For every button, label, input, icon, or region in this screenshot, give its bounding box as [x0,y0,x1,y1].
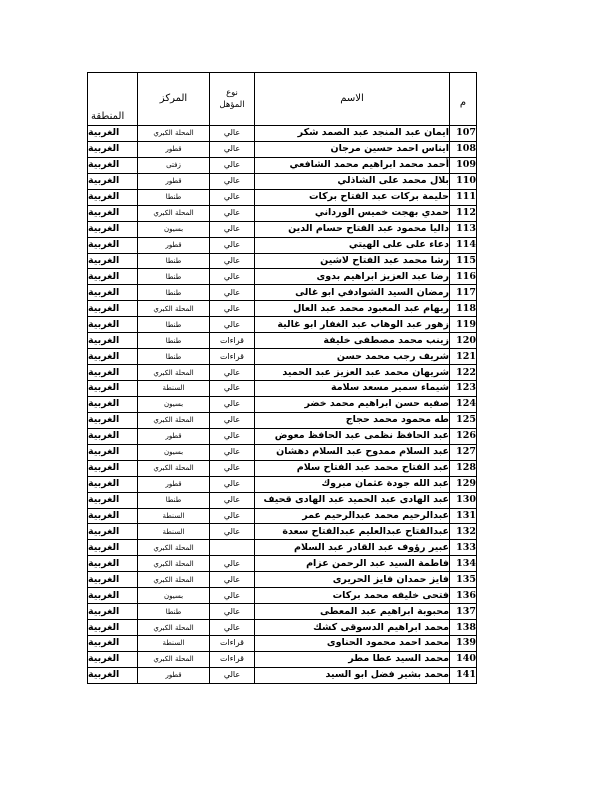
center-cell: قطور [138,141,210,157]
center-cell: طنطا [138,189,210,205]
number-cell: 125 [450,412,477,428]
number-cell: 135 [450,572,477,588]
region-cell: الغربية [88,476,138,492]
center-cell: قطور [138,428,210,444]
center-cell: زفتى [138,157,210,173]
region-cell: الغربية [88,460,138,476]
center-cell: طنطا [138,285,210,301]
qualification-cell: عالي [210,396,255,412]
table-row [88,636,477,652]
table-row [88,604,477,620]
region-cell: الغربية [88,221,138,237]
number-cell: 139 [450,636,477,652]
table-row [88,396,477,412]
name-cell: عبد الله جودة عثمان مبروك [255,476,450,492]
region-cell: الغربية [88,572,138,588]
qualification-cell: قراءات [210,636,255,652]
table-row [88,524,477,540]
number-cell: 134 [450,556,477,572]
number-cell: 136 [450,588,477,604]
number-cell: 114 [450,237,477,253]
region-cell: الغربية [88,237,138,253]
table-row [88,620,477,636]
region-cell: الغربية [88,636,138,652]
name-cell: محمد ابراهيم الدسوقى كشك [255,620,450,636]
center-cell: طنطا [138,604,210,620]
name-cell: عبد السلام ممدوح عبد السلام دهشان [255,444,450,460]
name-cell: رشا محمد عبد الفتاح لاشين [255,253,450,269]
roster-table [87,72,477,684]
number-cell: 137 [450,604,477,620]
table-row [88,317,477,333]
number-cell: 124 [450,396,477,412]
header-region-label: المنطقة [91,111,125,122]
center-cell: بسيون [138,588,210,604]
name-cell: فايز حمدان فايز الحريرى [255,572,450,588]
center-cell: المحلة الكبري [138,365,210,381]
qualification-cell: عالي [210,492,255,508]
qualification-cell: عالي [210,444,255,460]
number-cell: 123 [450,381,477,397]
qualification-cell: عالي [210,556,255,572]
table-row [88,301,477,317]
region-cell: الغربية [88,333,138,349]
qualification-cell: عالي [210,269,255,285]
region-cell: الغربية [88,620,138,636]
number-cell: 131 [450,508,477,524]
center-cell: طنطا [138,349,210,365]
qualification-cell: عالي [210,221,255,237]
qualification-cell [210,540,255,556]
region-cell: الغربية [88,269,138,285]
number-cell: 126 [450,428,477,444]
region-cell: الغربية [88,365,138,381]
header-qualification [210,73,255,126]
center-cell: المحلة الكبري [138,556,210,572]
name-cell: عبير رؤوف عبد القادر عبد السلام [255,540,450,556]
name-cell: شيماء سمير مسعد سلامة [255,381,450,397]
table-row [88,444,477,460]
table-row [88,651,477,667]
table-row [88,412,477,428]
region-cell: الغربية [88,428,138,444]
region-cell: الغربية [88,285,138,301]
name-cell: زهور عبد الوهاب عبد الغفار ابو غالية [255,317,450,333]
name-cell: عبد الحافظ نظمى عبد الحافظ معوض [255,428,450,444]
qualification-cell: عالي [210,476,255,492]
table-row [88,221,477,237]
qualification-cell: عالي [210,301,255,317]
qualification-cell: عالي [210,381,255,397]
region-cell: الغربية [88,253,138,269]
qualification-cell: عالي [210,237,255,253]
name-cell: محمد احمد محمود الحناوى [255,636,450,652]
number-cell: 120 [450,333,477,349]
qualification-cell: عالي [210,620,255,636]
header-number-label: م [459,97,467,108]
region-cell: الغربية [88,381,138,397]
center-cell: المحلة الكبري [138,301,210,317]
center-cell: المحلة الكبري [138,651,210,667]
center-cell: طنطا [138,317,210,333]
center-cell: طنطا [138,333,210,349]
qualification-cell: عالي [210,508,255,524]
center-cell: المحلة الكبري [138,412,210,428]
name-cell: ايمان عبد المنجد عبد الصمد شكر [255,126,450,142]
qualification-cell: قراءات [210,333,255,349]
number-cell: 133 [450,540,477,556]
table-row [88,237,477,253]
center-cell: قطور [138,667,210,683]
center-cell: السنطة [138,508,210,524]
table-row [88,157,477,173]
table-row [88,556,477,572]
name-cell: صفيه حسن ابراهيم محمد خضر [255,396,450,412]
center-cell: قطور [138,173,210,189]
number-cell: 129 [450,476,477,492]
number-cell: 115 [450,253,477,269]
number-cell: 128 [450,460,477,476]
qualification-cell: عالي [210,572,255,588]
number-cell: 116 [450,269,477,285]
table-row [88,476,477,492]
qualification-cell: قراءات [210,651,255,667]
name-cell: فاطمة السيد عبد الرحمن عزام [255,556,450,572]
number-cell: 109 [450,157,477,173]
center-cell: بسيون [138,221,210,237]
region-cell: الغربية [88,126,138,142]
table-row [88,492,477,508]
center-cell: قطور [138,476,210,492]
region-cell: الغربية [88,396,138,412]
table-row [88,349,477,365]
qualification-cell: عالي [210,412,255,428]
table-row [88,333,477,349]
region-cell: الغربية [88,444,138,460]
region-cell: الغربية [88,588,138,604]
table-row [88,428,477,444]
header-center-label: المركز [159,93,188,104]
name-cell: بلال محمد على الشاذلي [255,173,450,189]
header-row [88,73,477,126]
name-cell: رمضان السيد الشوادفي ابو غالى [255,285,450,301]
qualification-cell: قراءات [210,349,255,365]
center-cell: المحلة الكبري [138,620,210,636]
number-cell: 121 [450,349,477,365]
qualification-cell: عالي [210,189,255,205]
region-cell: الغربية [88,141,138,157]
number-cell: 130 [450,492,477,508]
header-number [450,73,477,126]
header-qualification-line2: المؤهل [219,100,245,110]
header-center [138,73,210,126]
name-cell: زينب محمد مصطفى خليفة [255,333,450,349]
name-cell: محمد بشير فضل ابو السيد [255,667,450,683]
number-cell: 113 [450,221,477,237]
center-cell: المحلة الكبري [138,540,210,556]
table-row [88,572,477,588]
center-cell: السنطة [138,636,210,652]
table-row [88,588,477,604]
region-cell: الغربية [88,301,138,317]
table-row [88,173,477,189]
number-cell: 117 [450,285,477,301]
table-row [88,540,477,556]
table-row [88,141,477,157]
qualification-cell: عالي [210,285,255,301]
header-qualification-line1: نوع [226,88,238,98]
table-row [88,253,477,269]
qualification-cell: عالي [210,253,255,269]
name-cell: دعاء على على الهيتي [255,237,450,253]
table-row [88,381,477,397]
name-cell: داليا محمود عبد الفتاح حسام الدين [255,221,450,237]
number-cell: 108 [450,141,477,157]
name-cell: عبدالرحيم محمد عبدالرحيم عمر [255,508,450,524]
name-cell: طه محمود محمد حجاج [255,412,450,428]
center-cell: قطور [138,237,210,253]
table-header [88,73,477,126]
qualification-cell: عالي [210,365,255,381]
center-cell: السنطة [138,381,210,397]
name-cell: شريف رجب محمد حسن [255,349,450,365]
region-cell: الغربية [88,540,138,556]
region-cell: الغربية [88,524,138,540]
header-region [88,73,138,126]
region-cell: الغربية [88,205,138,221]
table-row [88,460,477,476]
name-cell: فتحى خليفه محمد بركات [255,588,450,604]
table-row [88,285,477,301]
header-name [255,73,450,126]
name-cell: محمد السيد عطا مطر [255,651,450,667]
name-cell: عبد الفتاح محمد عبد الفتاح سلام [255,460,450,476]
region-cell: الغربية [88,317,138,333]
center-cell: المحلة الكبري [138,205,210,221]
center-cell: بسيون [138,444,210,460]
center-cell: طنطا [138,253,210,269]
center-cell: بسيون [138,396,210,412]
qualification-cell: عالي [210,604,255,620]
number-cell: 112 [450,205,477,221]
table-row [88,205,477,221]
region-cell: الغربية [88,667,138,683]
qualification-cell: عالي [210,126,255,142]
number-cell: 107 [450,126,477,142]
name-cell: عبدالفتاح عبدالعليم عبدالفتاح سعدة [255,524,450,540]
qualification-cell: عالي [210,667,255,683]
qualification-cell: عالي [210,205,255,221]
center-cell: المحلة الكبري [138,126,210,142]
region-cell: الغربية [88,349,138,365]
name-cell: محبوبة ابراهيم عبد المعطى [255,604,450,620]
number-cell: 122 [450,365,477,381]
name-cell: حمدي بهجت خميس الورداني [255,205,450,221]
qualification-cell: عالي [210,428,255,444]
region-cell: الغربية [88,412,138,428]
qualification-cell: عالي [210,588,255,604]
table-row [88,365,477,381]
table-row [88,667,477,683]
name-cell: ايناس احمد حسين مرجان [255,141,450,157]
region-cell: الغربية [88,651,138,667]
region-cell: الغربية [88,189,138,205]
name-cell: ريهام عبد المعبود محمد عبد العال [255,301,450,317]
qualification-cell: عالي [210,173,255,189]
number-cell: 138 [450,620,477,636]
region-cell: الغربية [88,604,138,620]
name-cell: حليمة بركات عبد الفتاح بركات [255,189,450,205]
number-cell: 119 [450,317,477,333]
region-cell: الغربية [88,173,138,189]
region-cell: الغربية [88,556,138,572]
name-cell: رضا عبد العزيز ابراهيم بدوى [255,269,450,285]
qualification-cell: عالي [210,524,255,540]
number-cell: 140 [450,651,477,667]
table-row [88,508,477,524]
name-cell: أحمد محمد ابراهيم محمد الشافعي [255,157,450,173]
qualification-cell: عالي [210,460,255,476]
number-cell: 141 [450,667,477,683]
number-cell: 111 [450,189,477,205]
name-cell: شريهان محمد عبد العزيز عبد الحميد [255,365,450,381]
region-cell: الغربية [88,508,138,524]
table-row [88,189,477,205]
table-row [88,269,477,285]
region-cell: الغربية [88,492,138,508]
region-cell: الغربية [88,157,138,173]
name-cell: عبد الهادى عبد الحميد عبد الهادى قحيف [255,492,450,508]
center-cell: السنطة [138,524,210,540]
center-cell: المحلة الكبري [138,460,210,476]
center-cell: المحلة الكبري [138,572,210,588]
qualification-cell: عالي [210,317,255,333]
number-cell: 118 [450,301,477,317]
header-name-label: الاسم [340,93,364,104]
center-cell: طنطا [138,492,210,508]
table-row [88,126,477,142]
number-cell: 127 [450,444,477,460]
qualification-cell: عالي [210,141,255,157]
number-cell: 132 [450,524,477,540]
table-body [88,126,477,684]
qualification-cell: عالي [210,157,255,173]
number-cell: 110 [450,173,477,189]
center-cell: طنطا [138,269,210,285]
